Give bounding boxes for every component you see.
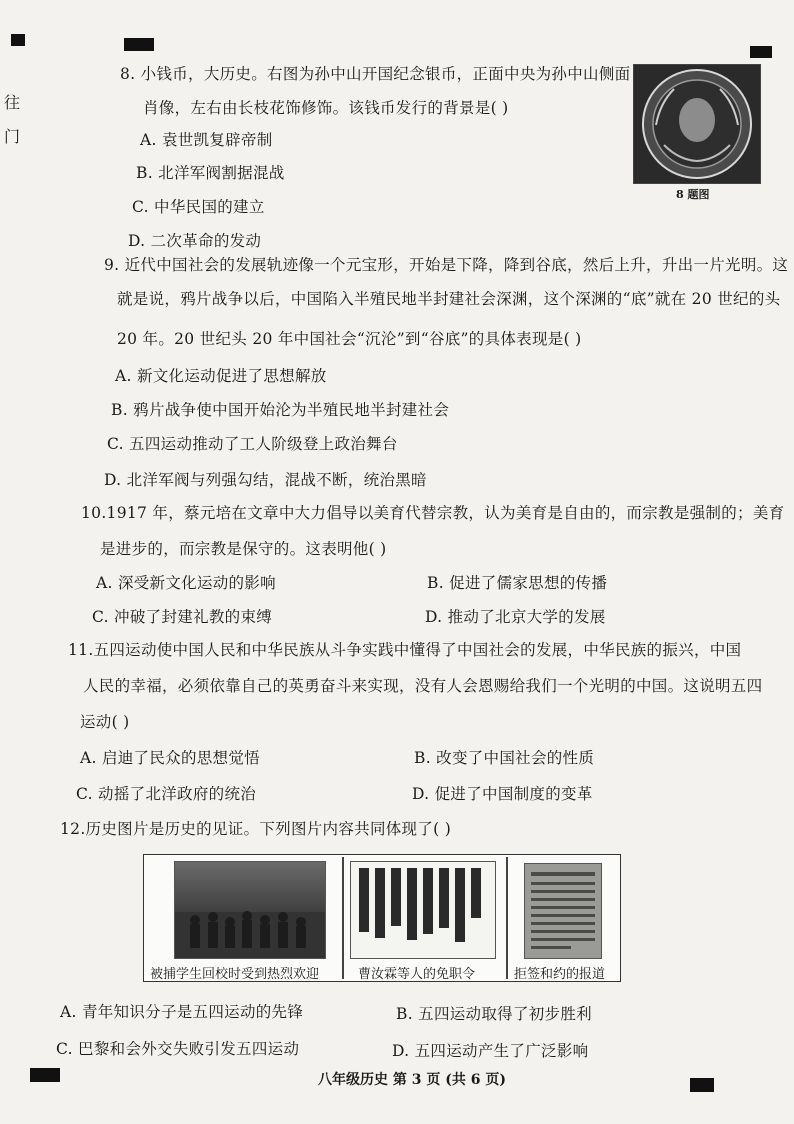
q9-stem-line1: 9. 近代中国社会的发展轨迹像一个元宝形，开始是下降，降到谷底，然后上升，升出一片光明。这 <box>104 256 789 274</box>
q8-option-b[interactable]: B. 北洋军阀割据混战 <box>136 164 285 182</box>
q10-option-a[interactable]: A. 深受新文化运动的影响 <box>96 574 276 592</box>
caption-dismissal-order: 曹汝霖等人的免职令 <box>358 967 476 982</box>
registration-mark-top-center <box>124 38 154 51</box>
registration-mark-bottom-right <box>690 1078 714 1092</box>
q12-figure-panel <box>143 854 621 982</box>
q9-option-b[interactable]: B. 鸦片战争使中国开始沦为半殖民地半封建社会 <box>111 401 450 419</box>
q10-stem-line2: 是进步的，而宗教是保守的。这表明他( ) <box>100 540 387 558</box>
q9-option-d[interactable]: D. 北洋军阀与列强勾结，混战不断，统治黑暗 <box>104 471 427 489</box>
q10-option-b[interactable]: B. 促进了儒家思想的传播 <box>427 574 608 592</box>
side-mark-2: 门 <box>4 127 21 146</box>
q11-stem-line2: 人民的幸福，必须依靠自己的英勇奋斗来实现，没有人会恩赐给我们一个光明的中国。这说明五四 <box>83 677 763 695</box>
registration-mark-top-left <box>11 34 25 46</box>
photo-students-welcomed <box>174 861 326 959</box>
q10-stem-line1: 10.1917 年，蔡元培在文章中大力倡导以美育代替宗教，认为美育是自由的，而宗教是强制的；美育 <box>81 504 785 522</box>
panel-divider-1 <box>342 857 344 979</box>
q11-option-b[interactable]: B. 改变了中国社会的性质 <box>414 749 595 767</box>
page-footer: 八年级历史 第 3 页 (共 6 页) <box>318 1072 506 1088</box>
photo-treaty-refusal-report <box>524 863 602 959</box>
figure-caption-q8: 8 题图 <box>676 188 710 201</box>
q12-option-a[interactable]: A. 青年知识分子是五四运动的先锋 <box>60 1003 304 1021</box>
caption-treaty-refusal-report: 拒签和约的报道 <box>514 967 606 982</box>
q12-stem: 12.历史图片是历史的见证。下列图片内容共同体现了( ) <box>60 820 452 838</box>
q11-option-c[interactable]: C. 动摇了北洋政府的统治 <box>76 785 257 803</box>
side-mark-1: 往 <box>4 93 21 112</box>
q9-stem-line3: 20 年。20 世纪头 20 年中国社会“沉沦”到“谷底”的具体表现是( ) <box>117 330 582 348</box>
q12-option-c[interactable]: C. 巴黎和会外交失败引发五四运动 <box>56 1040 300 1058</box>
q8-stem-line1: 8. 小钱币，大历史。右图为孙中山开国纪念银币，正面中央为孙中山侧面 <box>120 65 631 83</box>
q8-stem-line2: 肖像，左右由长枝花饰修饰。该钱币发行的背景是( ) <box>143 99 509 117</box>
coin-image <box>633 64 761 184</box>
q11-stem-line3: 运动( ) <box>80 713 130 731</box>
q8-option-c[interactable]: C. 中华民国的建立 <box>132 198 265 216</box>
registration-mark-top-right <box>750 46 772 58</box>
caption-students-welcomed: 被捕学生回校时受到热烈欢迎 <box>150 967 320 982</box>
photo-dismissal-order <box>350 861 496 959</box>
q9-option-c[interactable]: C. 五四运动推动了工人阶级登上政治舞台 <box>107 435 398 453</box>
q11-stem-line1: 11.五四运动使中国人民和中华民族从斗争实践中懂得了中国社会的发展，中华民族的振兴，中国 <box>68 641 742 659</box>
q8-option-d[interactable]: D. 二次革命的发动 <box>128 232 262 250</box>
q8-option-a[interactable]: A. 袁世凯复辟帝制 <box>140 131 273 149</box>
q9-option-a[interactable]: A. 新文化运动促进了思想解放 <box>115 367 327 385</box>
panel-divider-2 <box>506 857 508 979</box>
q10-option-c[interactable]: C. 冲破了封建礼教的束缚 <box>92 608 273 626</box>
q12-option-b[interactable]: B. 五四运动取得了初步胜利 <box>396 1005 592 1023</box>
q9-stem-line2: 就是说，鸦片战争以后，中国陷入半殖民地半封建社会深渊，这个深渊的“底”就在 20 世纪的头 <box>117 290 781 308</box>
q10-option-d[interactable]: D. 推动了北京大学的发展 <box>425 608 606 626</box>
q11-option-a[interactable]: A. 启迪了民众的思想觉悟 <box>80 749 260 767</box>
q12-option-d[interactable]: D. 五四运动产生了广泛影响 <box>392 1042 589 1060</box>
registration-mark-bottom-left <box>30 1068 60 1082</box>
q11-option-d[interactable]: D. 促进了中国制度的变革 <box>412 785 593 803</box>
